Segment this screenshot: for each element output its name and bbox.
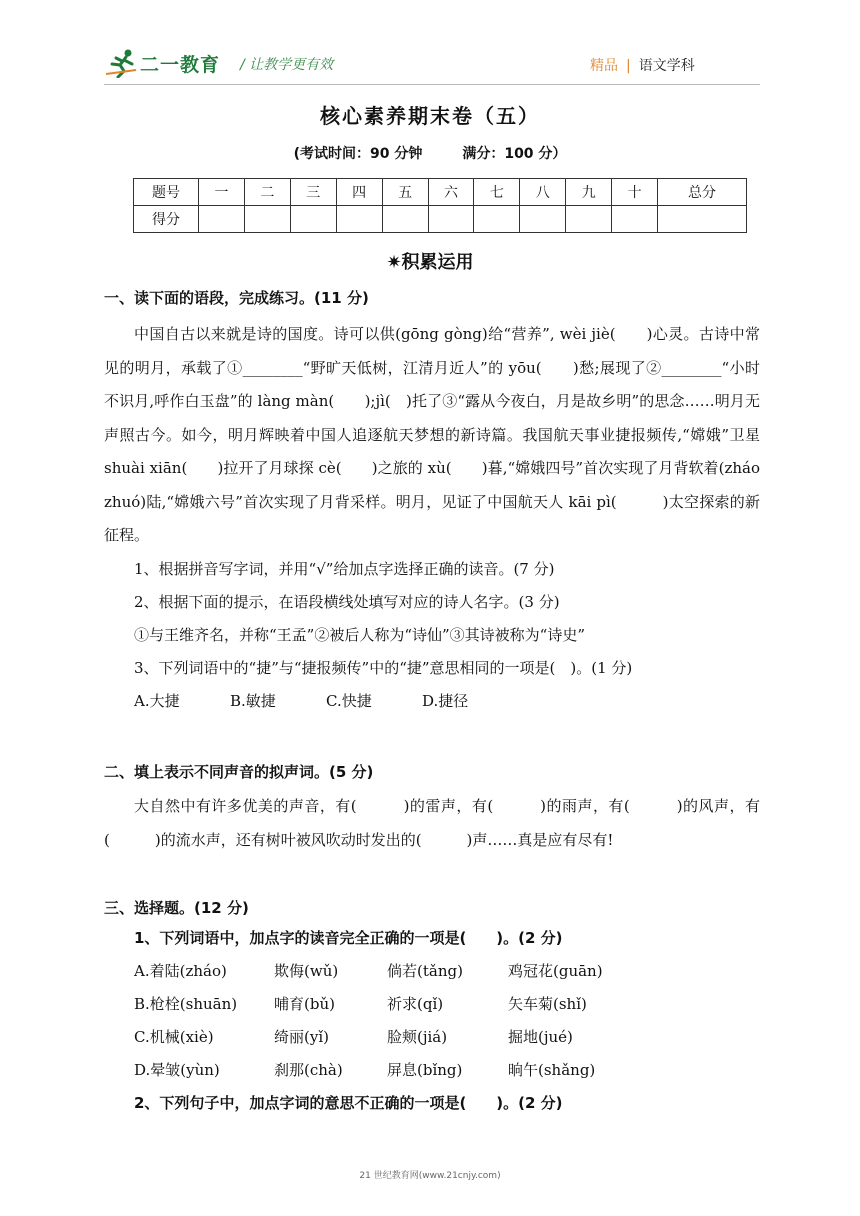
question-3-row-c[interactable]: [104, 1021, 760, 1054]
score-cell: 九: [566, 179, 612, 206]
section-heading: ✷积累运用: [386, 252, 474, 273]
score-input-cell[interactable]: [244, 206, 290, 233]
score-input-cell[interactable]: [658, 206, 747, 233]
question-3-sub1: 1、下列词语中，加点字的读音完全正确的一项是( )。(2 分): [134, 929, 563, 947]
question-1-passage: 中国自古以来就是诗的国度。诗可以供(gōng gòng)给“营养”, wèi jiè( )心灵。古诗中常见的明月，承载了①________“野旷天低树，江清月近人”的 yōu( )愁;展现了②________“小时不识月,呼作白玉盘”的 làng màn( );jì( )托了③“露从今夜白，月是故乡明”的思念……明月无声照古今。如今，明月辉映着中国人追逐航天梦想的新诗篇。我国航天事业捷报频传,“嫦娥”卫星 shuài xiān( )拉开了月球探 cè( )之旅的 xù( )暮,“嫦娥四号”首次实现了月背软着(zháo zhuó)陆,“嫦娥六号”首次实现了月背采样。明月，见证了中国航天人 kāi pì( )太空探索的新征程。: [104, 325, 760, 544]
question-3-row-a[interactable]: [104, 955, 760, 988]
option-c[interactable]: C.快捷: [326, 691, 372, 710]
word-item: 晌午(shǎng): [508, 1061, 596, 1079]
score-cell: 四: [336, 179, 382, 206]
word-item: C.机械(xiè): [134, 1028, 214, 1046]
score-cell: 二: [244, 179, 290, 206]
word-item: 矢车菊(shǐ): [508, 995, 587, 1013]
score-table-header-row: [134, 179, 747, 206]
question-1: [104, 284, 760, 718]
word-item: 绮丽(yǐ): [274, 1028, 329, 1046]
header-divider: [104, 84, 760, 85]
word-item: 欺侮(wǔ): [274, 962, 339, 980]
question-3-row-d[interactable]: [104, 1054, 760, 1087]
score-cell: 十: [612, 179, 658, 206]
score-cell: 三: [290, 179, 336, 206]
score-table: [133, 178, 747, 233]
question-2-heading: 二、填上表示不同声音的拟声词。(5 分): [104, 763, 374, 781]
score-input-cell[interactable]: [199, 206, 245, 233]
exam-full-score: 满分：100 分）: [462, 146, 567, 162]
question-3-row-b[interactable]: [104, 988, 760, 1021]
score-input-cell[interactable]: [566, 206, 612, 233]
score-cell: 总分: [658, 179, 747, 206]
word-item: 祈求(qǐ): [387, 995, 444, 1013]
option-a[interactable]: A.大捷: [134, 691, 180, 710]
slogan: / 让教学更有效: [240, 57, 334, 73]
word-item: 屏息(bǐng): [387, 1061, 463, 1079]
score-table-score-row: [134, 206, 747, 233]
score-cell: 六: [428, 179, 474, 206]
question-1-heading: 一、读下面的语段，完成练习。(11 分): [104, 289, 369, 307]
page-header: [0, 0, 860, 90]
score-cell: 七: [474, 179, 520, 206]
word-item: B.枪栓(shuān): [134, 995, 238, 1013]
score-input-cell[interactable]: [612, 206, 658, 233]
word-item: 鸡冠花(guān): [508, 962, 603, 980]
question-1-sub3-options: [104, 685, 760, 718]
score-cell: 一: [199, 179, 245, 206]
question-1-sub2: 2、根据下面的提示，在语段横线处填写对应的诗人名字。(3 分): [134, 592, 560, 611]
score-cell: 得分: [134, 206, 199, 233]
word-item: A.着陆(zháo): [134, 962, 227, 980]
score-cell: 八: [520, 179, 566, 206]
exam-time: (考试时间：90 分钟: [293, 146, 423, 162]
score-cell: 五: [382, 179, 428, 206]
question-2: [104, 758, 760, 857]
word-item: 倘若(tǎng): [387, 962, 463, 980]
score-input-cell[interactable]: [382, 206, 428, 233]
header-tags: [590, 55, 695, 75]
question-2-passage: 大自然中有许多优美的声音，有( )的雷声，有( )的雨声，有( )的风声，有( )的流水声，还有树叶被风吹动时发出的( )声……真是应有尽有!: [104, 797, 760, 849]
question-1-sub2-hint: ①与王维齐名，并称“王孟”②被后人称为“诗仙”③其诗被称为“诗史”: [134, 625, 586, 644]
word-item: 脸颊(jiá): [387, 1028, 448, 1046]
page-footer: 21 世纪教育网(www.21cnjy.com): [359, 1171, 501, 1181]
score-input-cell[interactable]: [520, 206, 566, 233]
tag-quality: 精品: [590, 58, 618, 74]
word-item: 刹那(chà): [274, 1061, 343, 1079]
score-cell: 题号: [134, 179, 199, 206]
tag-subject: 语文学科: [638, 58, 695, 74]
score-input-cell[interactable]: [428, 206, 474, 233]
option-b[interactable]: B.敏捷: [230, 691, 276, 710]
exam-subtitle: [0, 143, 860, 163]
word-item: 哺育(bǔ): [274, 995, 335, 1013]
exam-title: 核心素养期末卷（五）: [320, 104, 540, 128]
option-d[interactable]: D.捷径: [422, 691, 469, 710]
tag-separator: |: [626, 58, 631, 74]
score-input-cell[interactable]: [336, 206, 382, 233]
score-input-cell[interactable]: [474, 206, 520, 233]
word-item: D.晕皱(yùn): [134, 1061, 220, 1079]
logo-text: 二一教育: [140, 54, 221, 76]
question-1-sub1: 1、根据拼音写字词，并用“√”给加点字选择正确的读音。(7 分): [134, 559, 555, 578]
word-item: 掘地(jué): [508, 1028, 573, 1046]
question-3-heading: 三、选择题。(12 分): [104, 899, 249, 917]
runner-logo-icon: [106, 48, 140, 78]
question-3: [104, 894, 760, 1120]
score-input-cell[interactable]: [290, 206, 336, 233]
question-1-sub3: 3、下列词语中的“捷”与“捷报频传”中的“捷”意思相同的一项是( )。(1 分): [134, 658, 633, 677]
question-3-sub2: 2、下列句子中，加点字词的意思不正确的一项是( )。(2 分): [134, 1094, 563, 1112]
